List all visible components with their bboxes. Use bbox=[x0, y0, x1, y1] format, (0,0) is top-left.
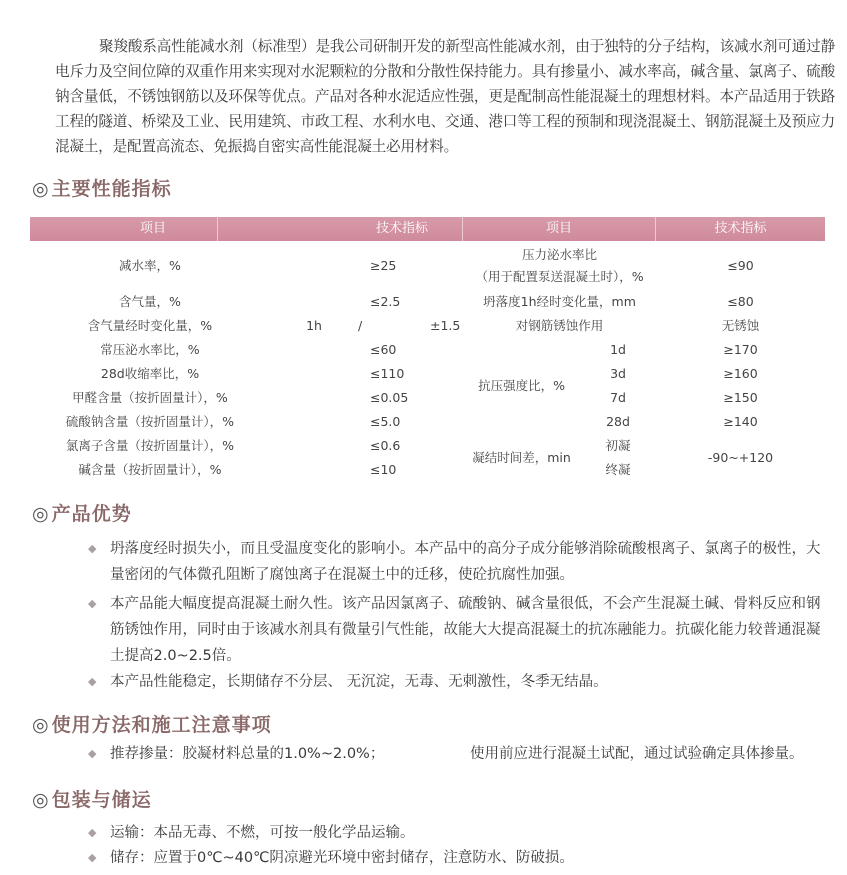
diamond-bullet-icon: ◆ bbox=[88, 851, 97, 864]
table-row: 氯离子含量（按折固量计），% ≤0.6 凝结时间差，min 初凝 -90~+120 bbox=[65, 437, 774, 465]
diamond-bullet-icon: ◆ bbox=[88, 597, 97, 610]
section-heading-packaging: ◎ 包装与储运 bbox=[32, 789, 152, 811]
section-heading-performance: ◎ 主要性能指标 bbox=[32, 178, 172, 200]
section-heading-advantages: ◎ 产品优势 bbox=[32, 503, 132, 525]
table-row: 含气量，% ≤2.5 坍落度1h经时变化量，mm ≤80 bbox=[119, 293, 754, 309]
list-item: ◆ 运输：本品无毒、不燃，可按一般化学品运输。 bbox=[88, 820, 833, 846]
table-row: 减水率，% ≥25 压力泌水率比 （用于配置泵送混凝土时），% ≤90 bbox=[119, 247, 754, 284]
table-row: 常压泌水率比，% ≤60 抗压强度比，% 1d ≥170 bbox=[100, 341, 758, 393]
spec-table-header: 项目 技术指标 项目 技术指标 bbox=[30, 217, 825, 241]
table-row: 硫酸钠含量（按折固量计），% ≤5.0 28d ≥140 bbox=[65, 413, 758, 429]
list-item: ◆ 推荐掺量：胶凝材料总量的1.0%~2.0%； 使用前应进行混凝土试配，通过试验确定具体掺量。 bbox=[88, 741, 833, 767]
list-item: ◆ 坍落度经时损失小，而且受温度变化的影响小。本产品中的高分子成分能够消除硫酸根离子、氯离子的极性，大量密闭的气体微孔阻断了腐蚀离子在混凝土中的迁移，使砼抗腐性加强。 bbox=[88, 536, 833, 588]
table-row: 碱含量（按折固量计），% ≤10 终凝 bbox=[78, 461, 631, 477]
spec-table bbox=[30, 243, 825, 481]
section-heading-usage: ◎ 使用方法和施工注意事项 bbox=[32, 714, 272, 736]
table-row: 甲醛含量（按折固量计），% ≤0.05 7d ≥150 bbox=[72, 389, 758, 405]
table-row: 28d收缩率比，% ≤110 3d ≥160 bbox=[100, 365, 758, 381]
diamond-bullet-icon: ◆ bbox=[88, 747, 97, 760]
list-item: ◆ 储存：应置于0℃~40℃阴凉避光环境中密封储存，注意防水、防破损。 bbox=[88, 845, 833, 871]
table-row: 含气量经时变化量，% 1h / ±1.5 对钢筋锈蚀作用 无锈蚀 bbox=[87, 317, 760, 333]
list-item: ◆ 本产品能大幅度提高混凝土耐久性。该产品因氯离子、硫酸钠、碱含量很低，不会产生混凝土碱、骨料反应和钢筋锈蚀作用，同时由于该减水剂具有微量引气性能，故能大大提高混凝土的抗冻融能力。抗碳化能力较普通混凝土提高2.0~2.5倍。 bbox=[88, 591, 833, 669]
intro-paragraph: 聚羧酸系高性能减水剂（标准型）是我公司研制开发的新型高性能减水剂，由于独特的分子结构，该减水剂可通过静电斥力及空间位障的双重作用来实现对水泥颗粒的分散和分散性保持能力。具有掺量小、减水率高，碱含量、氯离子、硫酸钠含量低，不锈蚀钢筋以及环保等优点。产品对各种水泥适应性强，更是配制高性能混凝土的理想材料。本产品适用于铁路工程的隧道、桥梁及工业、民用建筑、市政工程、水利水电、交通、港口等工程的预制和现浇混凝土、钢筋混凝土及预应力混凝土，是配置高流态、免振捣自密实高性能混凝土必用材料。 bbox=[55, 38, 835, 155]
diamond-bullet-icon: ◆ bbox=[88, 542, 97, 555]
diamond-bullet-icon: ◆ bbox=[88, 675, 97, 688]
list-item: ◆ 本产品性能稳定，长期储存不分层、 无沉淀，无毒、无刺激性，冬季无结晶。 bbox=[88, 669, 833, 695]
diamond-bullet-icon: ◆ bbox=[88, 826, 97, 839]
